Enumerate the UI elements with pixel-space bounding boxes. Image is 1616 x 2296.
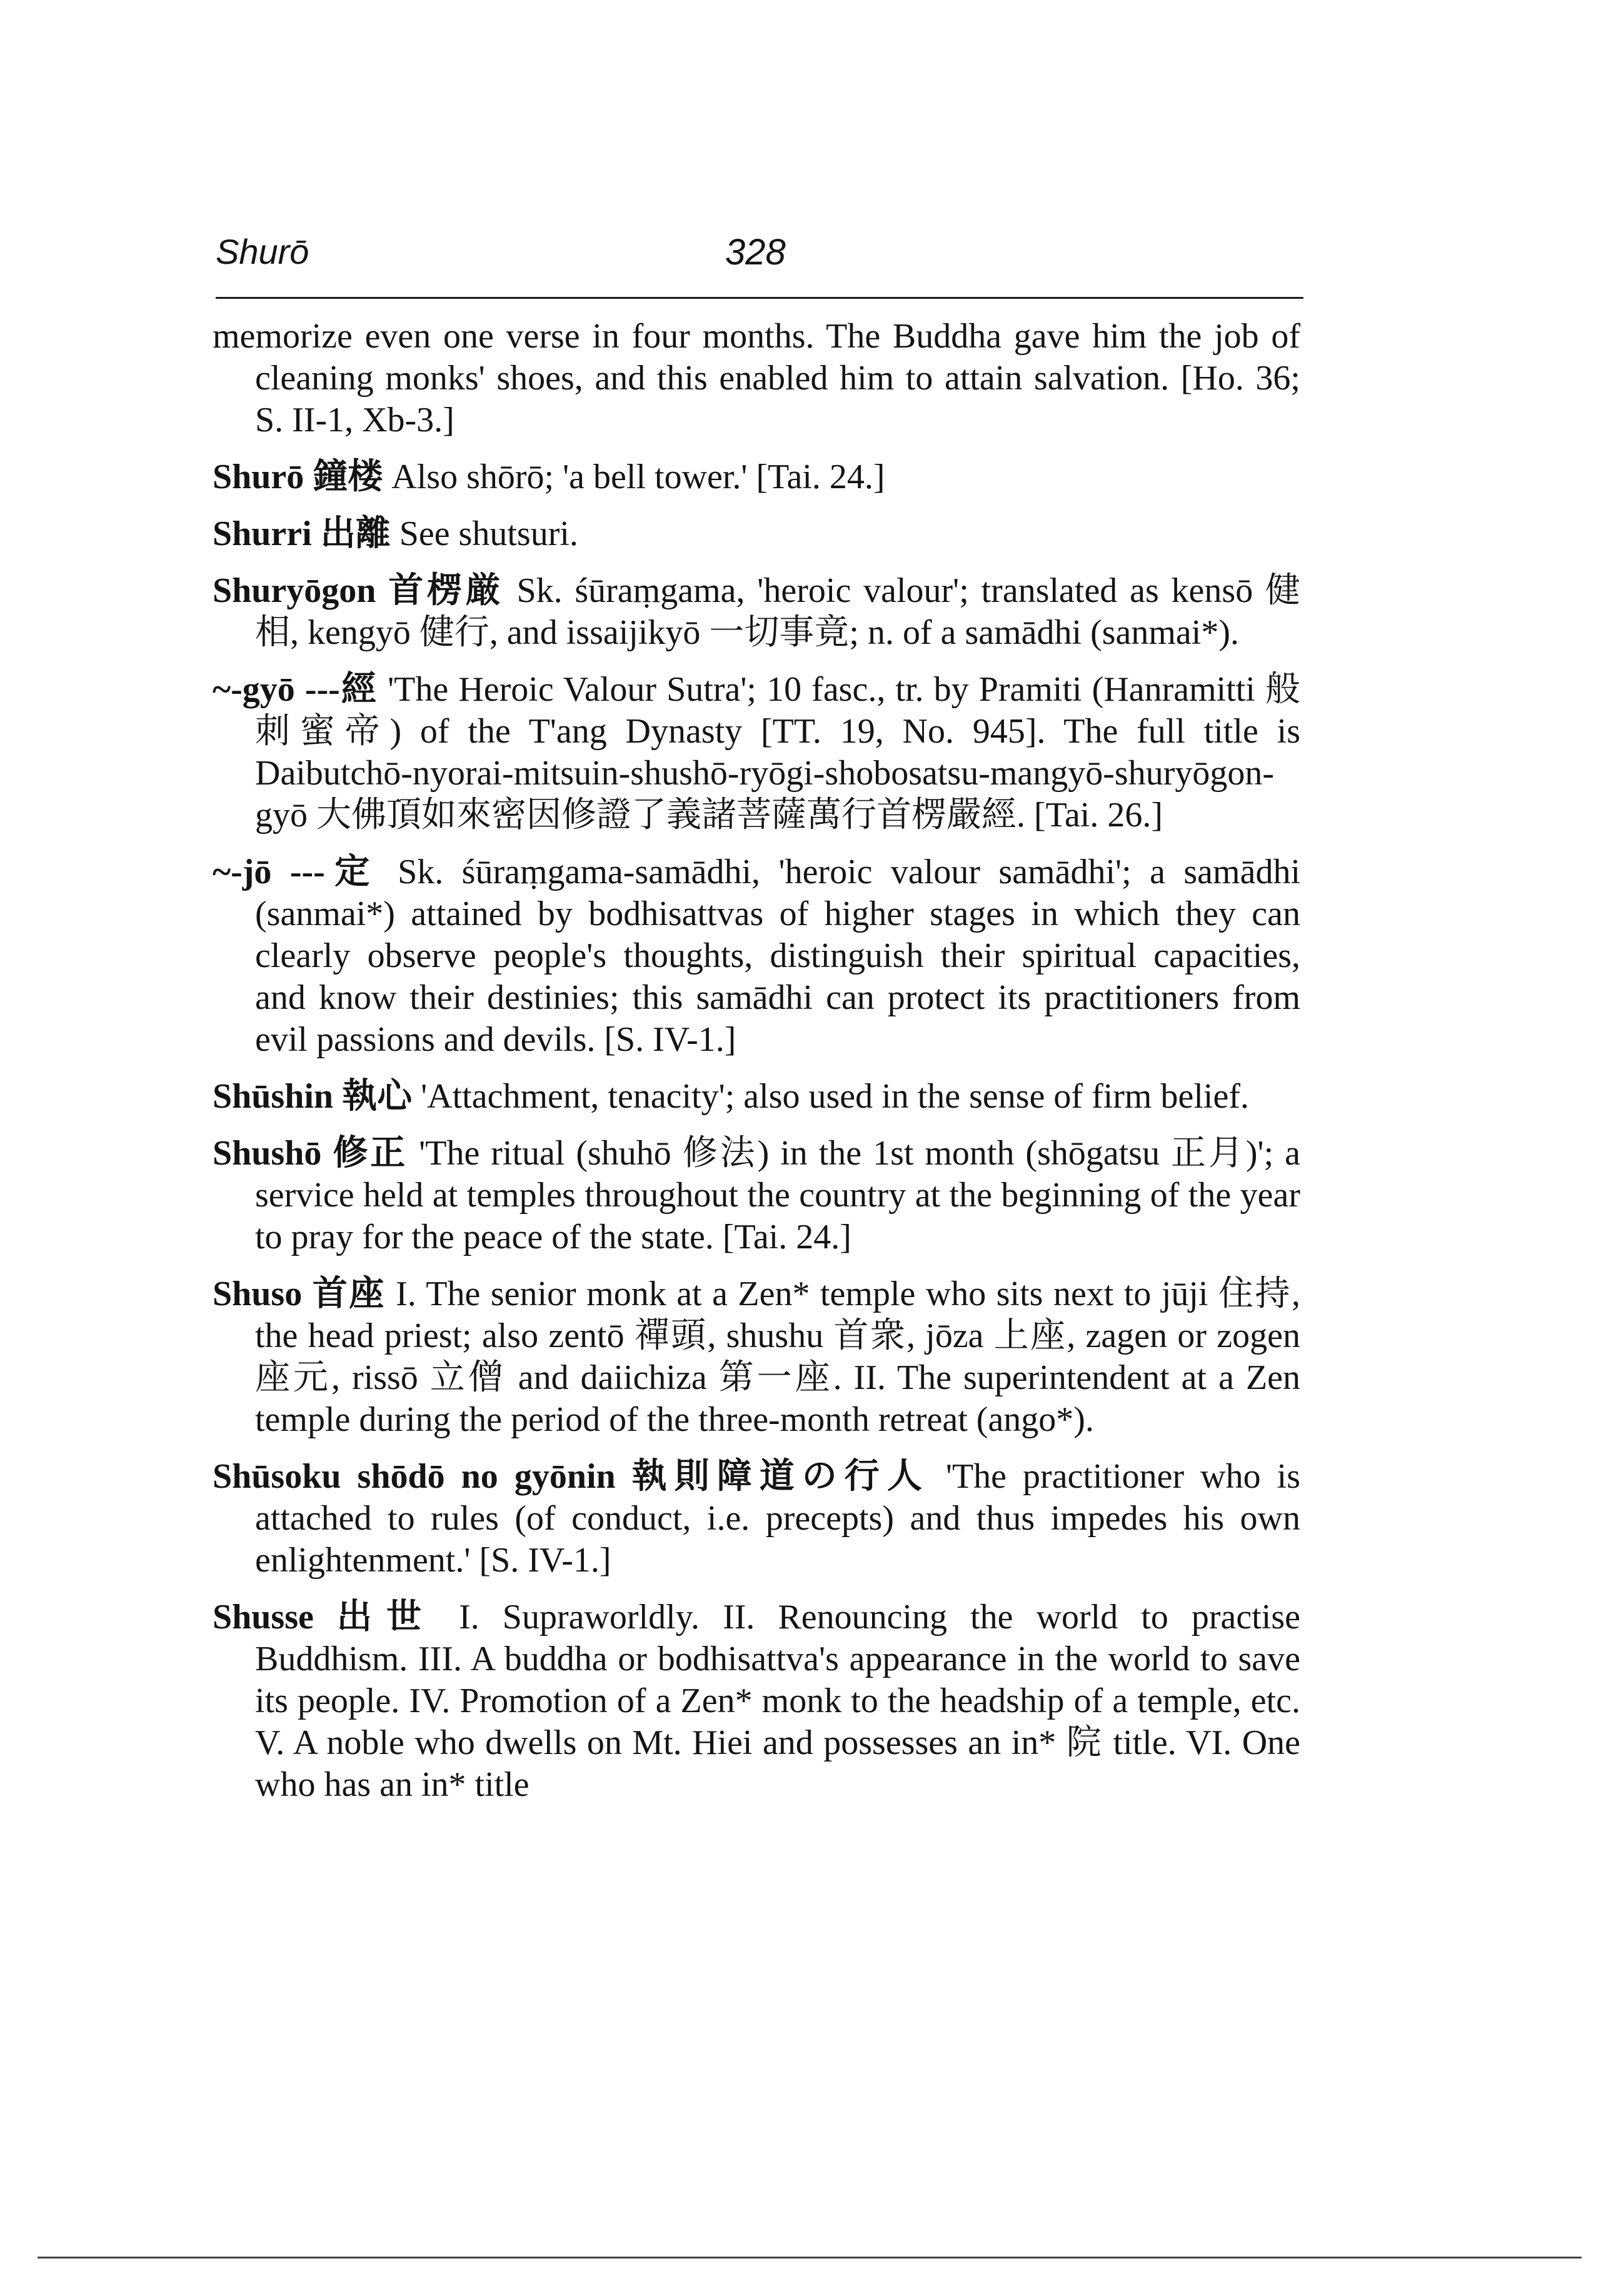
headword: Shusse 出世 [213, 1598, 436, 1637]
entry-text: Also shōrō; 'a bell tower.' [Tai. 24.] [383, 458, 885, 496]
headword: Shuryōgon 首楞厳 [213, 571, 504, 610]
entry-text: memorize even one verse in four months. The Buddha gave him the job of cleaning monks' shoes, and this enabled him to attain salvation. [Ho. 36; S. II-1, Xb-3.] [213, 317, 1300, 439]
headword: Shurri 出離 [213, 514, 391, 553]
entry-shuryogon-gyo [213, 669, 1300, 836]
entry-shusoku-shodo-no-gyonin [213, 1456, 1300, 1582]
entry-text: 'Attachment, tenacity'; also used in the sense of firm belief. [412, 1077, 1249, 1116]
entry-shushin [213, 1076, 1300, 1118]
headword: Shushō 修正 [213, 1134, 408, 1173]
entry-continuation [213, 316, 1300, 441]
entry-shuryogon [213, 570, 1300, 654]
entry-shusho [213, 1133, 1300, 1258]
headword: ~-jō ---定 [213, 853, 379, 891]
headword: Shuso 首座 [213, 1275, 386, 1313]
page-header [216, 231, 1303, 288]
entry-text: I. The senior monk at a Zen* temple who sits next to jūji 住持, the head priest; also zentō 禪頭, shushu 首衆, jōza 上座, zagen or zogen 座元, rissō 立僧 and daiichiza 第一座. II. The superintendent at a Zen temple during the period of the three-month retreat (ango*). [255, 1275, 1300, 1439]
entry-text: 'The practitioner who is attached to rules (of conduct, i.e. precepts) and thus impedes his own enlightenment.' [S. IV-1.] [255, 1457, 1300, 1580]
header-rule [216, 297, 1303, 299]
entry-shuryogon-jo [213, 851, 1300, 1061]
entry-text: 'The Heroic Valour Sutra'; 10 fasc., tr. by Pramiti (Hanramitti 般刺蜜帝) of the T'ang Dynasty [TT. 19, No. 945]. The full title is Daibutchō-nyorai-mitsuin-shushō-ryōgi-shobosatsu-mangyō-shuryōgon-gyō 大佛頂如來密因修證了義諸菩薩萬行首楞嚴經. [Tai. 26.] [255, 670, 1301, 835]
headword: Shūshin 執心 [213, 1077, 413, 1116]
entry-shusse [213, 1597, 1300, 1806]
bottom-scan-edge [38, 2257, 1582, 2258]
entry-text: Sk. śūraṃgama-samādhi, 'heroic valour samādhi'; a samādhi (sanmai*) attained by bodhisattvas of higher stages in which they can clearly observe people's thoughts, distinguish their spiritual capacities, and know their destinies; this samādhi can protect its practitioners from evil passions and devils. [S. IV-1.] [255, 853, 1300, 1059]
entry-shuro [213, 456, 1300, 498]
headword: Shurō 鐘楼 [213, 458, 383, 496]
entry-shurri [213, 513, 1300, 555]
entry-text: See shutsuri. [390, 514, 578, 553]
headword: Shūsoku shōdō no gyōnin 執則障道の行人 [213, 1457, 930, 1496]
headword: ~-gyō ---經 [213, 670, 378, 709]
entry-text: 'The ritual (shuhō 修法) in the 1st month (shōgatsu 正月)'; a service held at temples throughout the country at the beginning of the year to pray for the peace of the state. [Tai. 24.] [255, 1134, 1300, 1256]
entry-text: I. Supraworldly. II. Renouncing the world to practise Buddhism. III. A buddha or bodhisattva's appearance in the world to save its people. IV. Promotion of a Zen* monk to the headship of a temple, etc. V. A noble who dwells on Mt. Hiei and possesses an in* 院 title. VI. One who has an in* title [255, 1598, 1301, 1804]
entry-text: Sk. śūraṃgama, 'heroic valour'; translated as kensō 健相, kengyō 健行, and issaijikyō 一切事竟; n. of a samādhi (sanmai*). [255, 571, 1301, 652]
page-number: 328 [725, 232, 786, 273]
entry-shuso [213, 1273, 1300, 1441]
entries-list [213, 316, 1300, 1821]
running-head: Shurō [216, 232, 309, 271]
